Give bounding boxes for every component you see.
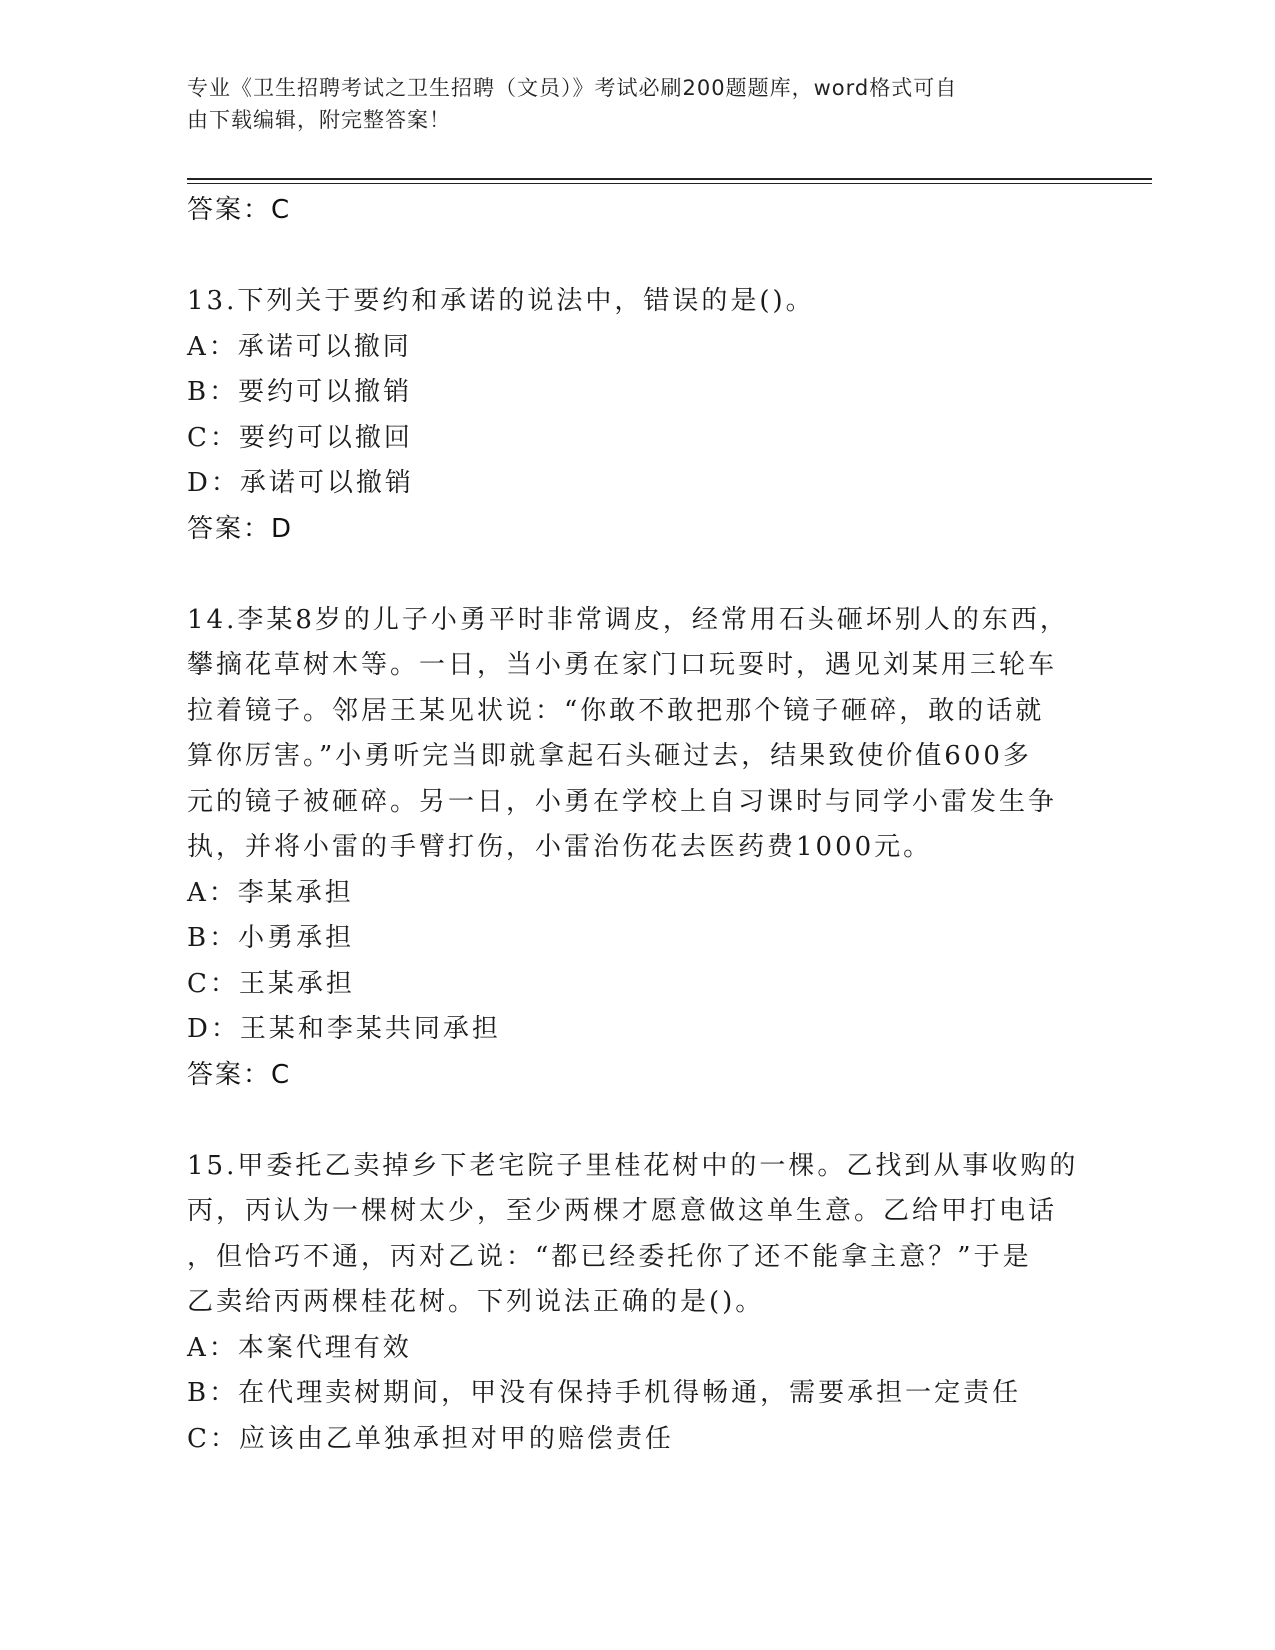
question-14-answer: 答案：C — [187, 1059, 292, 1090]
question-14-option-d: D：王某和李某共同承担 — [187, 1014, 501, 1044]
header-line-1: 专业《卫生招聘考试之卫生招聘（文员）》考试必刷200题题库，word格式可自 — [187, 76, 958, 100]
question-15-stem-line: ，但恰巧不通，丙对乙说：“都已经委托你了还不能拿主意？”于是 — [187, 1241, 1032, 1272]
question-14-stem-line: 拉着镜子。邻居王某见状说：“你敢不敢把那个镜子砸碎，敢的话就 — [187, 695, 1045, 726]
question-15-option-b: B：在代理卖树期间，甲没有保持手机得畅通，需要承担一定责任 — [187, 1378, 1022, 1408]
spacer — [187, 1098, 1087, 1144]
question-13-option-d: D：承诺可以撤销 — [187, 468, 414, 498]
question-13-option-b: B：要约可以撤销 — [187, 377, 413, 407]
question-14-stem-line: 执，并将小雷的手臂打伤，小雷治伤花去医药费1000元。 — [187, 832, 933, 862]
question-14-option-a: A：李某承担 — [187, 877, 354, 908]
question-15-option-c: C：应该由乙单独承担对甲的赔偿责任 — [187, 1423, 674, 1454]
question-13-option-c: C：要约可以撤回 — [187, 422, 413, 453]
question-13-answer: 答案：D — [187, 513, 294, 544]
question-14-stem-line: 算你厉害。”小勇听完当即就拿起石头砸过去，结果致使价值600多 — [187, 741, 1032, 771]
question-14-option-b: B：小勇承担 — [187, 923, 355, 953]
question-14-stem-line: 元的镜子被砸碎。另一日，小勇在学校上自习课时与同学小雷发生争 — [187, 786, 1058, 817]
question-13 — [187, 279, 1087, 552]
question-15-stem-line: 乙卖给丙两棵桂花树。下列说法正确的是()。 — [187, 1287, 765, 1317]
question-15-stem-line: 15.甲委托乙卖掉乡下老宅院子里桂花树中的一棵。乙找到从事收购的 — [187, 1150, 1079, 1181]
spacer — [187, 234, 1087, 280]
spacer — [187, 552, 1087, 598]
question-15-stem-line: 丙，丙认为一棵树太少，至少两棵才愿意做这单生意。乙给甲打电话 — [187, 1196, 1058, 1226]
question-14-option-c: C：王某承担 — [187, 968, 355, 999]
question-content — [187, 188, 1087, 1462]
question-15 — [187, 1144, 1087, 1463]
header-rule-thick — [187, 178, 1152, 180]
document-header — [187, 72, 1067, 136]
question-14-stem-line: 14.李某8岁的儿子小勇平时非常调皮，经常用石头砸坏别人的东西， — [187, 604, 1069, 635]
header-line-2: 由下载编辑，附完整答案！ — [187, 108, 451, 132]
question-13-option-a: A：承诺可以撤同 — [187, 331, 412, 362]
question-15-option-a: A：本案代理有效 — [187, 1332, 412, 1363]
previous-answer: 答案：C — [187, 195, 292, 225]
header-rule-thin — [187, 183, 1152, 184]
question-13-stem: 13.下列关于要约和承诺的说法中，错误的是()。 — [187, 286, 815, 316]
question-14 — [187, 598, 1087, 1099]
question-14-stem-line: 攀摘花草树木等。一日，当小勇在家门口玩耍时，遇见刘某用三轮车 — [187, 650, 1058, 680]
